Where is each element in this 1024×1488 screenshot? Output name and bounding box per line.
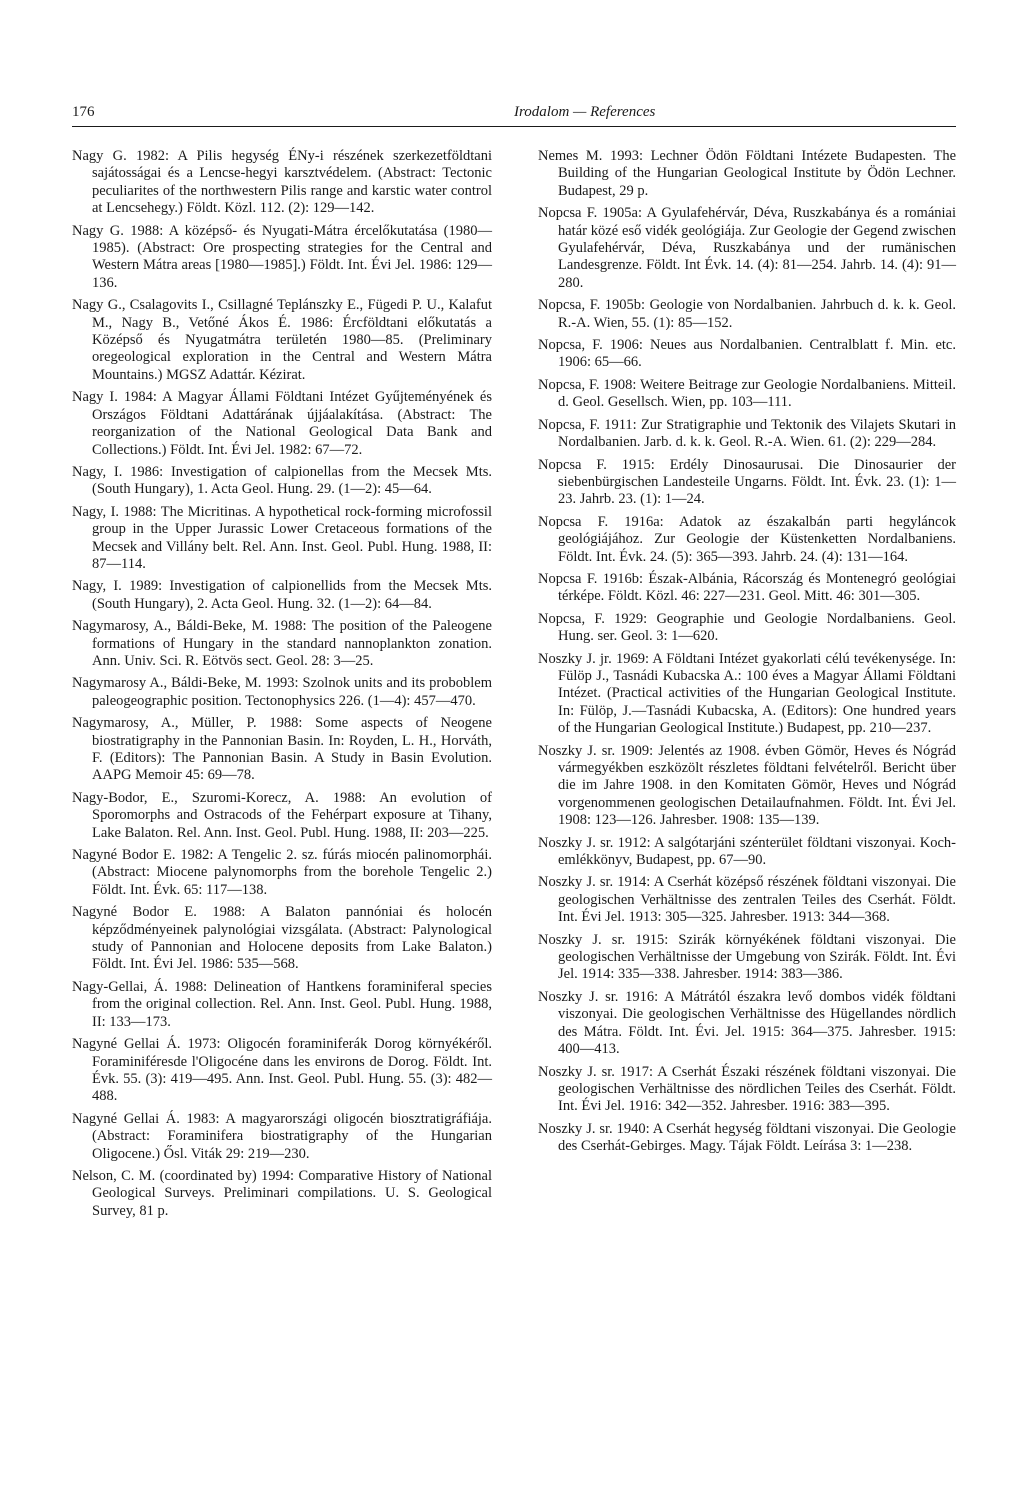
reference-entry: Nagy, I. 1988: The Micritinas. A hypothetical rock-forming microfossil group in the Upper Jurassic Lower Cretaceous formations of the Mecsek and Villány belt. Rel. Ann. Inst. Geol. Publ. Hung. 1988, II: 87—114. (72, 503, 492, 572)
reference-entry: Nagymarosy, A., Báldi-Beke, M. 1988: The position of the Paleogene formations of Hungary in the standard nannoplankton zonation. Ann. Univ. Sci. R. Eötvös sect. Geol. 28: 3—25. (72, 618, 492, 669)
page-number: 176 (72, 104, 95, 120)
reference-entry: Nagy, I. 1986: Investigation of calpionellas from the Mecsek Mts. (South Hungary), 1. Acta Geol. Hung. 29. (1—2): 45—64. (72, 463, 492, 498)
reference-entry: Noszky J. sr. 1916: A Mátrától északra levő dombos vidék földtani viszonyai. Die geologischen Verhältnisse des Hügellandes nördlich des Mátra. Földt. Int. Évi. Jel. 1915: 364—375. Jahresber. 1915: 400—413. (538, 988, 956, 1058)
reference-entry: Noszky J. sr. 1914: A Cserhát középső részének földtani viszonyai. Die geologischen Verhältnisse des zentralen Teiles des Cserhát. Földt. Int. Évi Jel. 1913: 305—325. Jahresber. 1913: 344—368. (538, 874, 956, 926)
reference-entry: Noszky J. sr. 1915: Szirák környékének földtani viszonyai. Die geologischen Verhältnisse der Umgebung von Szirák. Földt. Int. Évi Jel. 1914: 335—338. Jahresber. 1914: 383—386. (538, 931, 956, 983)
reference-entry: Nopcsa F. 1915: Erdély Dinosaurusai. Die Dinosaurier der siebenbürgischen Landesteile Ungarns. Földt. Int. Évk. 23. (1): 1—23. Jahrb. 23. (1): 1—24. (538, 456, 956, 508)
reference-entry: Noszky J. sr. 1940: A Cserhát hegység földtani viszonyai. Die Geologie des Cserhát-Gebirges. Magy. Tájak Földt. Leírása 3: 1—238. (538, 1120, 956, 1155)
reference-entry: Nagy G. 1988: A középső- és Nyugati-Mátra ércelőkutatása (1980—1985). (Abstract: Ore prospecting strategies for the Central and Western Mátra areas [1980—1985].) Földt. Int. Évi Jel. 1986: 129—136. (72, 222, 492, 291)
reference-entry: Nopcsa, F. 1905b: Geologie von Nordalbanien. Jahrbuch d. k. k. Geol. R.-A. Wien, 55. (1): 85—152. (538, 297, 956, 331)
reference-entry: Nopcsa, F. 1929: Geographie und Geologie Nordalbaniens. Geol. Hung. ser. Geol. 3: 1—620. (538, 610, 956, 645)
reference-entry: Noszky J. sr. 1912: A salgótarjáni szénterület földtani viszonyai. Koch-emlékkönyv, Budapest, pp. 67—90. (538, 834, 956, 869)
running-head: Irodalom — References (514, 104, 656, 120)
reference-entry: Noszky J. jr. 1969: A Földtani Intézet gyakorlati célú tevékenysége. In: Fülöp J., Tasnádi Kubacska A.: 100 éves a Magyar Állami Földtani Intézet. (Practical activities of the Hungarian Geological Institute. In: Fülöp, J.—Tasnádi Kubacska, A. (Editors): One hundred years of the Hungarian Geological Institute.) Budapest, pp. 210—237. (538, 650, 956, 737)
reference-entry: Nemes M. 1993: Lechner Ödön Földtani Intézete Budapesten. The Building of the Hungarian Geological Institute by Ödön Lechner. Budapest, 29 p. (538, 148, 956, 199)
right-column (538, 148, 956, 1161)
reference-entry: Nopcsa, F. 1906: Neues aus Nordalbanien. Centralblatt f. Min. etc. 1906: 65—66. (538, 337, 956, 371)
reference-entry: Nagy-Bodor, E., Szuromi-Korecz, A. 1988: An evolution of Sporomorphs and Ostracods of the Fehérpart exposure at Tihany, Lake Balaton. Rel. Ann. Inst. Geol. Publ. Hung. 1988, II: 203—225. (72, 789, 492, 841)
reference-entry: Nagymarosy, A., Müller, P. 1988: Some aspects of Neogene biostratigraphy in the Pannonian Basin. In: Royden, L. H., Horváth, F. (Editors): The Pannonian Basin. A Study in Basin Evolution. AAPG Memoir 45: 69—78. (72, 715, 492, 784)
reference-entry: Nopcsa F. 1905a: A Gyulafehérvár, Déva, Ruszkabánya és a romániai határ közé eső vidék geológiája. Zur Geologie der Gegend zwischen Gyulafehérvár, Déva, Ruszkabánya und der rumänischen Landesgrenze. Földt. Int Évk. 14. (4): 81—254. Jahrb. 14. (4): 91—280. (538, 205, 956, 291)
reference-entry: Nagy I. 1984: A Magyar Állami Földtani Intézet Gyűjteményének és Országos Földtani Adattárának újjáalakítása. (Abstract: The reorganization of the National Geological Data Bank and Collections.) Földt. Int. Évi Jel. 1982: 67—72. (72, 389, 492, 458)
page-header (72, 104, 956, 127)
reference-entry: Nagyné Bodor E. 1988: A Balaton pannóniai és holocén képződményeinek palynológiai vizsgálata. (Abstract: Palynological study of Pannonian and Holocene deposits from Lake Balaton.) Földt. Int. Évi Jel. 1986: 535—568. (72, 904, 492, 973)
reference-entry: Nagy G., Csalagovits I., Csillagné Teplánszky E., Fügedi P. U., Kalafut M., Nagy B., Vetőné Ákos É. 1986: Ércföldtani előkutatás a Középső és Nyugatmátra területén 1980—85. (Preliminary oregeological exploration in the Central and Western Mátra Mountains.) MGSZ Adattár. Kézirat. (72, 297, 492, 383)
reference-entry: Nagyné Gellai Á. 1983: A magyarországi oligocén biosztratigráfiája. (Abstract: Foraminifera biostratigraphy of the Hungarian Oligocene.) Ősl. Viták 29: 219—230. (72, 1110, 492, 1162)
reference-entry: Nopcsa F. 1916b: Észak-Albánia, Rácország és Montenegró geológiai térképe. Földt. Közl. 46: 227—231. Geol. Mitt. 46: 301—305. (538, 570, 956, 605)
reference-entry: Nopcsa, F. 1908: Weitere Beitrage zur Geologie Nordalbaniens. Mitteil. d. Geol. Gesellsch. Wien, pp. 103—111. (538, 376, 956, 411)
reference-entry: Noszky J. sr. 1917: A Cserhát Északi részének földtani viszonyai. Die geologischen Verhältnisse des nördlichen Teiles des Cserhát. Földt. Int. Évi Jel. 1916: 342—352. Jahresber. 1916: 383—395. (538, 1063, 956, 1115)
reference-entry: Nopcsa, F. 1911: Zur Stratigraphie und Tektonik des Vilajets Skutari in Nordalbanien. Jarb. d. k. k. Geol. R.-A. Wien. 61. (2): 229—284. (538, 416, 956, 451)
reference-entry: Noszky J. sr. 1909: Jelentés az 1908. évben Gömör, Heves és Nógrád vármegyékben eszközölt részletes földtani felvételről. Bericht über die im Jahre 1908. in den Komitaten Gömör, Heves und Nógrád vorgenommenen geologischen Detailaufnahmen. Földt. Int. Évi Jel. 1908: 123—126. Jahresber. 1908: 135—139. (538, 742, 956, 829)
reference-entry: Nopcsa F. 1916a: Adatok az északalbán parti hegyláncok geológiájához. Zur Geologie der Küstenketten Nordalbaniens. Földt. Int. Évk. 24. (5): 365—393. Jahrb. 24. (4): 131—164. (538, 513, 956, 565)
reference-entry: Nagyné Bodor E. 1982: A Tengelic 2. sz. fúrás miocén palinomorphái. (Abstract: Miocene palynomorphs from the borehole Tengelic 2.) Földt. Int. Évk. 65: 117—138. (72, 847, 492, 898)
reference-entry: Nelson, C. M. (coordinated by) 1994: Comparative History of National Geological Surveys. Preliminari compilations. U. S. Geological Survey, 81 p. (72, 1167, 492, 1219)
reference-entry: Nagymarosy A., Báldi-Beke, M. 1993: Szolnok units and its proboblem paleogeographic position. Tectonophysics 226. (1—4): 457—470. (72, 675, 492, 709)
reference-entry: Nagy-Gellai, Á. 1988: Delineation of Hantkens foraminiferal species from the original collection. Rel. Ann. Inst. Geol. Publ. Hung. 1988, II: 133—173. (72, 978, 492, 1030)
reference-entry: Nagy G. 1982: A Pilis hegység ÉNy-i részének szerkezetföldtani sajátosságai és a Lencse-hegyi karsztvédelem. (Abstract: Tectonic peculiarites of the northwestern Pilis range and karstic water control at Lencsehegy.) Földt. Közl. 112. (2): 129—142. (72, 148, 492, 217)
reference-entry: Nagy, I. 1989: Investigation of calpionellids from the Mecsek Mts. (South Hungary), 2. Acta Geol. Hung. 32. (1—2): 64—84. (72, 578, 492, 612)
reference-entry: Nagyné Gellai Á. 1973: Oligocén foraminiferák Dorog környékéről. Foraminiféresde l'Oligocéne dans les environs de Dorog. Földt. Int. Évk. 55. (3): 419—495. Ann. Inst. Geol. Publ. Hung. 55. (3): 482—488. (72, 1036, 492, 1105)
left-column (72, 148, 492, 1225)
